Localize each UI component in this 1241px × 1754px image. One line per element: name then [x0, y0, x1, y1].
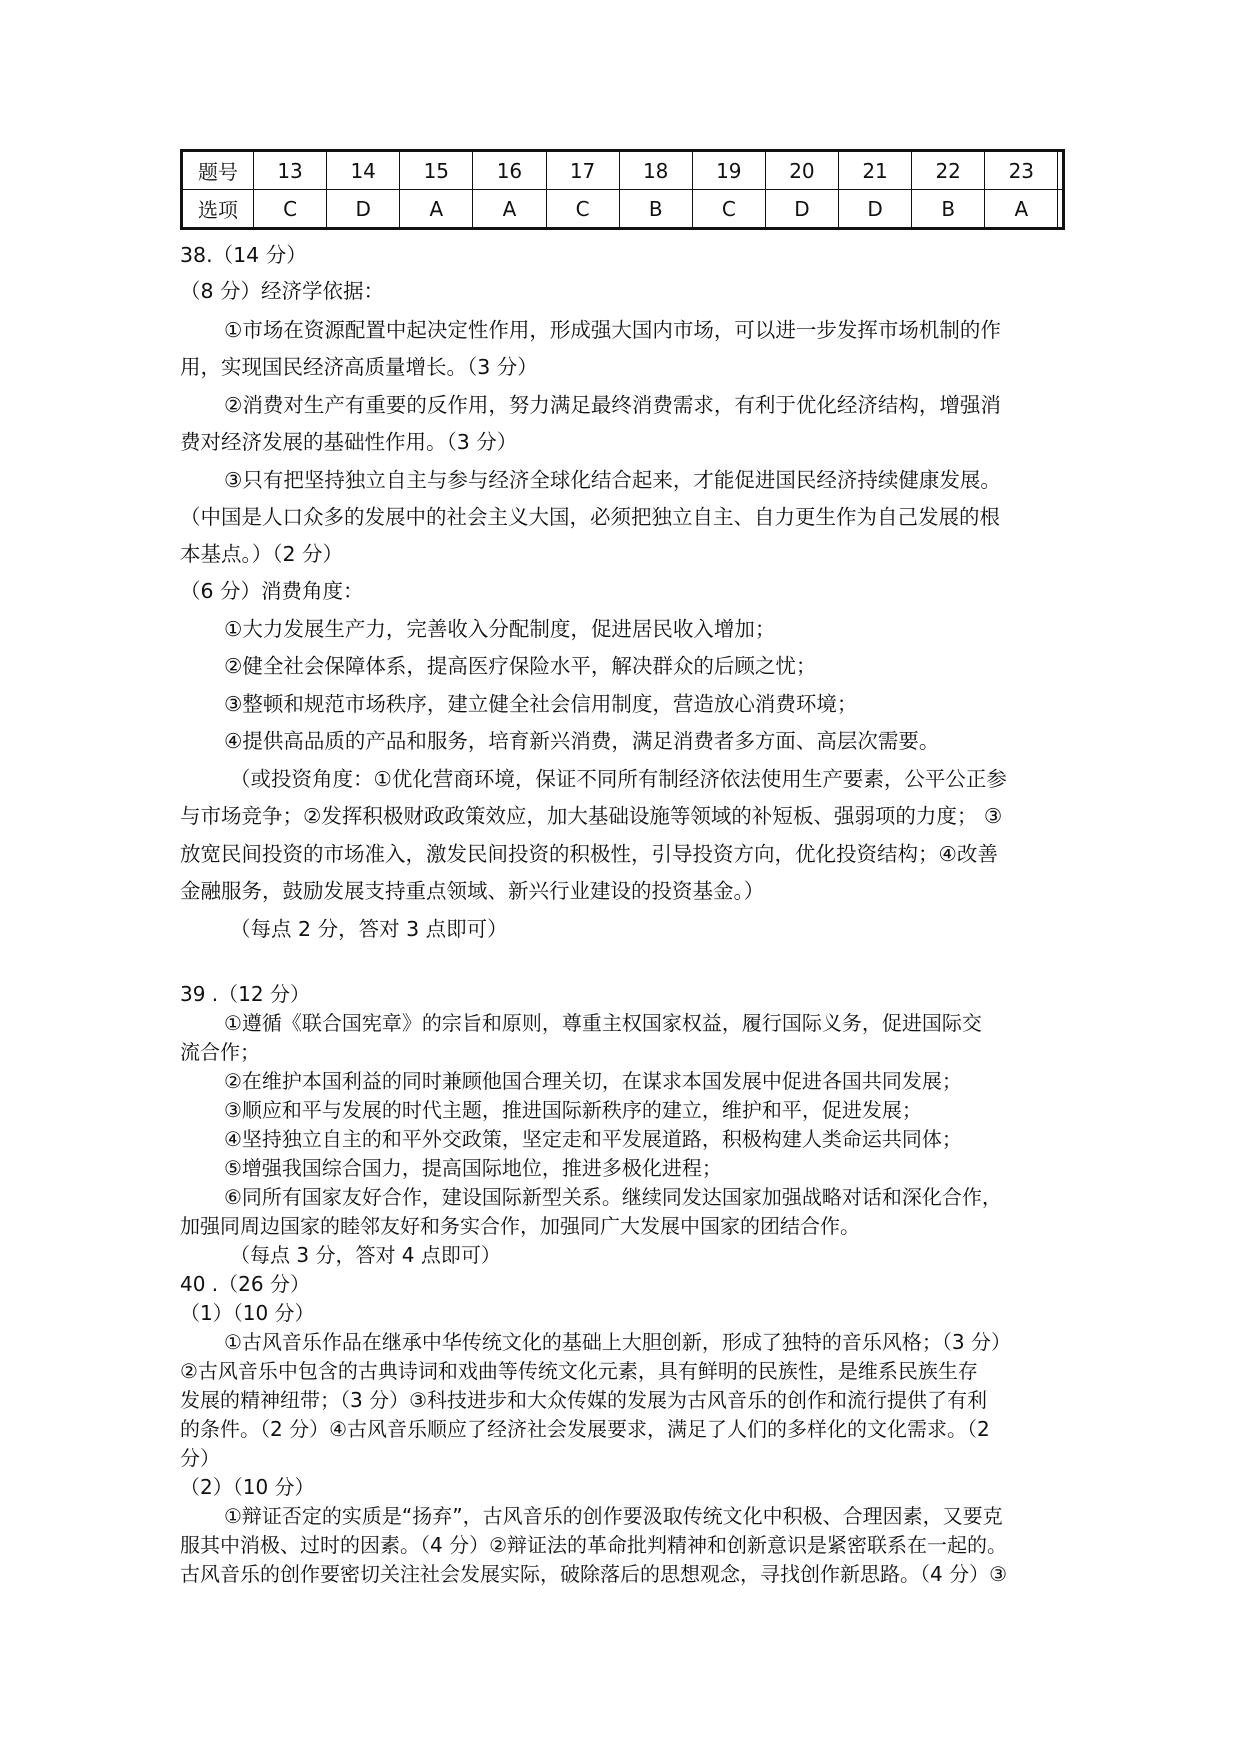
- table-row-numbers: [182, 151, 1064, 190]
- table-cell: A: [985, 190, 1058, 229]
- table-cell: B: [912, 190, 985, 229]
- table-header-cell: 选项: [182, 190, 254, 229]
- table-cell: C: [546, 190, 619, 229]
- table-cell: 15: [400, 151, 473, 190]
- table-cell: 19: [692, 151, 765, 190]
- q38-score-note: （每点 2 分，答对 3 点即可）: [230, 917, 508, 941]
- q38-investment-line3: 放宽民间投资的市场准入，激发民间投资的积极性，引导投资方向，优化投资结构；④改善: [180, 842, 998, 866]
- table-cell: [1058, 190, 1064, 229]
- q38-point3-line2: （中国是人口众多的发展中的社会主义大国，必须把独立自主、自力更生作为自己发展的根: [180, 505, 1000, 529]
- q40-part1-line5: 分）: [180, 1446, 220, 1470]
- q40-part1-line3: 发展的精神纽带；（3 分）③科技进步和大众传媒的发展为古风音乐的创作和流行提供了有利: [180, 1388, 988, 1412]
- q39-score-note: （每点 3 分，答对 4 点即可）: [230, 1243, 501, 1267]
- table-cell: 17: [546, 151, 619, 190]
- table-cell: C: [692, 190, 765, 229]
- answer-table: [180, 149, 1065, 230]
- q40-part2-line1: ①辩证否定的实质是“扬弃”，古风音乐的创作要汲取传统文化中积极、合理因素，又要克: [224, 1504, 1003, 1528]
- q40-title: 40 .（26 分）: [180, 1272, 310, 1296]
- q38-part1-heading: （8 分）经济学依据：: [180, 279, 385, 303]
- table-cell: D: [839, 190, 912, 229]
- table-cell: 13: [254, 151, 327, 190]
- q39-answer6-line2: 加强同周边国家的睦邻友好和务实合作，加强同广大发展中国家的团结合作。: [180, 1214, 860, 1238]
- q38-point3-line1: ③只有把坚持独立自主与参与经济全球化结合起来，才能促进国民经济持续健康发展。: [224, 468, 1001, 492]
- q40-part1-heading: （1）（10 分）: [180, 1301, 315, 1325]
- q38-point3-line3: 本基点。）（2 分）: [180, 542, 344, 566]
- table-cell: A: [400, 190, 473, 229]
- q40-part2-line3: 古风音乐的创作要密切关注社会发展实际，破除落后的思想观念，寻找创作新思路。（4 分）③: [180, 1562, 1008, 1586]
- q40-part1-line2: ②古风音乐中包含的古典诗词和戏曲等传统文化元素，具有鲜明的民族性，是维系民族生存: [180, 1359, 978, 1383]
- q39-answer4: ④坚持独立自主的和平外交政策，坚定走和平发展道路，积极构建人类命运共同体；: [224, 1127, 962, 1151]
- q38-point1-line1: ①市场在资源配置中起决定性作用，形成强大国内市场，可以进一步发挥市场机制的作: [224, 318, 1001, 342]
- table-cell: B: [619, 190, 692, 229]
- q38-consumption-4: ④提供高品质的产品和服务，培育新兴消费，满足消费者多方面、高层次需要。: [224, 729, 940, 753]
- q38-investment-line1: （或投资角度：①优化营商环境，保证不同所有制经济依法使用生产要素，公平公正参: [230, 767, 1007, 791]
- q38-point2-line1: ②消费对生产有重要的反作用，努力满足最终消费需求，有利于优化经济结构，增强消: [224, 393, 1001, 417]
- table-cell: 23: [985, 151, 1058, 190]
- q39-title: 39 .（12 分）: [180, 982, 310, 1006]
- q38-point1-line2: 用，实现国民经济高质量增长。（3 分）: [180, 355, 538, 379]
- table-cell: 16: [473, 151, 546, 190]
- q38-investment-line2: 与市场竞争；②发挥积极财政政策效应，加大基础设施等领域的补短板、强弱项的力度； ③: [180, 804, 1003, 828]
- table-cell: 21: [839, 151, 912, 190]
- q39-answer1-line2: 流合作；: [180, 1040, 260, 1064]
- q39-answer2: ②在维护本国利益的同时兼顾他国合理关切，在谋求本国发展中促进各国共同发展；: [224, 1069, 962, 1093]
- q38-part2-heading: （6 分）消费角度：: [180, 579, 364, 603]
- q39-answer1-line1: ①遵循《联合国宪章》的宗旨和原则，尊重主权国家权益，履行国际义务，促进国际交: [224, 1011, 982, 1035]
- table-cell: 14: [327, 151, 400, 190]
- q40-part1-line1: ①古风音乐作品在继承中华传统文化的基础上大胆创新，形成了独特的音乐风格；（3 分）: [224, 1330, 1012, 1354]
- q38-consumption-2: ②健全社会保障体系，提高医疗保险水平，解决群众的后顾之忧；: [224, 654, 817, 678]
- q38-consumption-3: ③整顿和规范市场秩序，建立健全社会信用制度，营造放心消费环境；: [224, 692, 858, 716]
- q38-point2-line2: 费对经济发展的基础性作用。（3 分）: [180, 430, 518, 454]
- table-row-answers: [182, 190, 1064, 229]
- q38-investment-line4: 金融服务，鼓励发展支持重点领域、新兴行业建设的投资基金。）: [180, 879, 765, 903]
- q38-title: 38.（14 分）: [180, 243, 307, 267]
- table-cell: 22: [912, 151, 985, 190]
- q39-answer5: ⑤增强我国综合国力，提高国际地位，推进多极化进程；: [224, 1156, 722, 1180]
- table-cell: D: [327, 190, 400, 229]
- table-cell: D: [765, 190, 838, 229]
- q39-answer3: ③顺应和平与发展的时代主题，推进国际新秩序的建立，维护和平，促进发展；: [224, 1098, 922, 1122]
- table-header-cell: 题号: [182, 151, 254, 190]
- table-cell: 18: [619, 151, 692, 190]
- table-cell: [1058, 151, 1064, 190]
- q39-answer6-line1: ⑥同所有国家友好合作，建设国际新型关系。继续同发达国家加强战略对话和深化合作，: [224, 1185, 1002, 1209]
- q40-part1-line4: 的条件。（2 分）④古风音乐顺应了经济社会发展要求，满足了人们的多样化的文化需求。（2: [180, 1417, 990, 1441]
- q40-part2-heading: （2）（10 分）: [180, 1475, 315, 1499]
- table-cell: C: [254, 190, 327, 229]
- q38-consumption-1: ①大力发展生产力，完善收入分配制度，促进居民收入增加；: [224, 617, 776, 641]
- table-cell: A: [473, 190, 546, 229]
- q40-part2-line2: 服其中消极、过时的因素。（4 分）②辩证法的革命批判精神和创新意识是紧密联系在一起的。: [180, 1533, 1008, 1557]
- table-cell: 20: [765, 151, 838, 190]
